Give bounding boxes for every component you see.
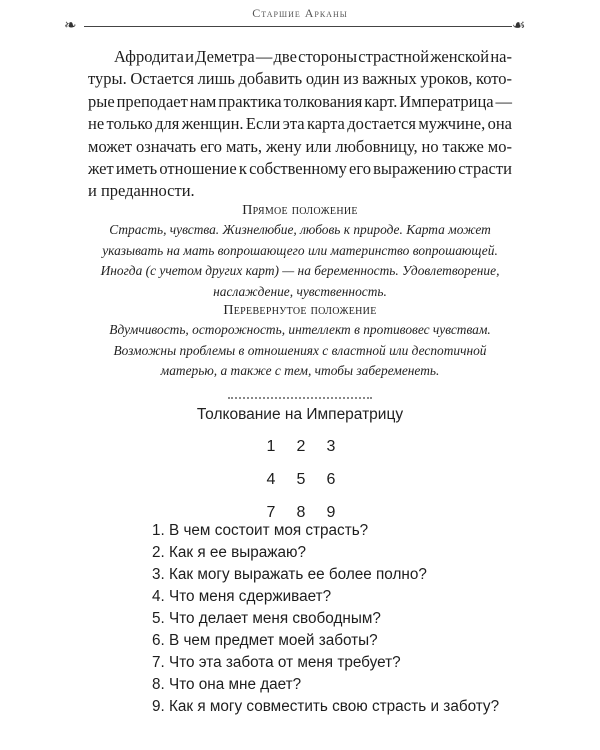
- intro-line: жет иметь отношение к собственному его выражению страсти: [88, 158, 512, 178]
- dotted-separator: [228, 397, 372, 399]
- upright-line: Иногда (с учетом других карт) — на беременность. Удовлетворение,: [100, 263, 500, 278]
- card-position: 4: [266, 471, 276, 488]
- grid-row: [259, 438, 343, 471]
- card-position: 9: [326, 504, 336, 521]
- card-position: 8: [296, 504, 306, 521]
- question-item: 9. Как я могу совместить свою страсть и заботу?: [152, 698, 500, 715]
- question-item: 1. В чем состоит моя страсть?: [152, 522, 369, 539]
- upright-line: наслаждение, чувственность.: [213, 283, 387, 299]
- card-position: 6: [326, 471, 336, 488]
- reversed-meaning: [84, 320, 516, 382]
- intro-line: рые преподает нам практика толкования карт. Императрица —: [88, 91, 512, 111]
- question-list: [152, 520, 532, 718]
- reversed-line: Возможны проблемы в отношениях с властной или деспотичной: [113, 342, 487, 358]
- question-item: 3. Как могу выражать ее более полно?: [152, 566, 427, 583]
- intro-line: может означать его мать, жену или любовницу, но также мо-: [88, 136, 512, 156]
- card-position: 2: [296, 438, 306, 455]
- left-ornament-icon: ❧: [64, 18, 77, 34]
- card-position: 1: [266, 438, 276, 455]
- intro-line: не только для женщин. Если эта карта достается мужчине, она: [88, 114, 512, 134]
- question-item: 4. Что меня сдерживает?: [152, 588, 332, 605]
- question-item: 6. В чем предмет моей заботы?: [152, 632, 378, 649]
- question-item: 8. Что она мне дает?: [152, 676, 302, 693]
- intro-paragraph: [88, 46, 512, 203]
- card-position: 7: [266, 504, 276, 521]
- intro-line: туры. Остается лишь добавить один из важных уроков, кото-: [88, 69, 512, 89]
- upright-line: указывать на мать вопрошающего или материнство вопрошающей.: [102, 242, 498, 258]
- card-position: 3: [326, 438, 336, 455]
- upright-line: Страсть, чувства. Жизнелюбие, любовь к природе. Карта может: [109, 222, 491, 237]
- grid-row: [259, 471, 343, 504]
- upright-meaning: [84, 220, 516, 302]
- running-header: [0, 6, 600, 34]
- upright-heading: Прямое положение: [242, 203, 358, 218]
- question-item: 5. Что делает меня свободным?: [152, 610, 381, 627]
- header-rule: [84, 26, 512, 27]
- question-item: 7. Что эта забота от меня требует?: [152, 654, 401, 671]
- spread-title: Толкование на Императрицу: [196, 406, 404, 423]
- reversed-heading: Перевернутое положение: [223, 303, 377, 318]
- intro-line: и преданности.: [88, 181, 195, 201]
- reversed-line: матерью, а также с тем, чтобы забеременеть.: [160, 363, 440, 378]
- right-ornament-icon: ☙: [512, 18, 526, 34]
- card-position: 5: [296, 471, 306, 488]
- header-title: Старшие Арканы: [252, 6, 348, 20]
- question-item: 2. Как я ее выражаю?: [152, 544, 307, 561]
- reversed-line: Вдумчивость, осторожность, интеллект в противовес чувствам.: [109, 322, 491, 337]
- intro-line: Афродита и Деметра — две стороны страстной женской на-: [114, 47, 512, 66]
